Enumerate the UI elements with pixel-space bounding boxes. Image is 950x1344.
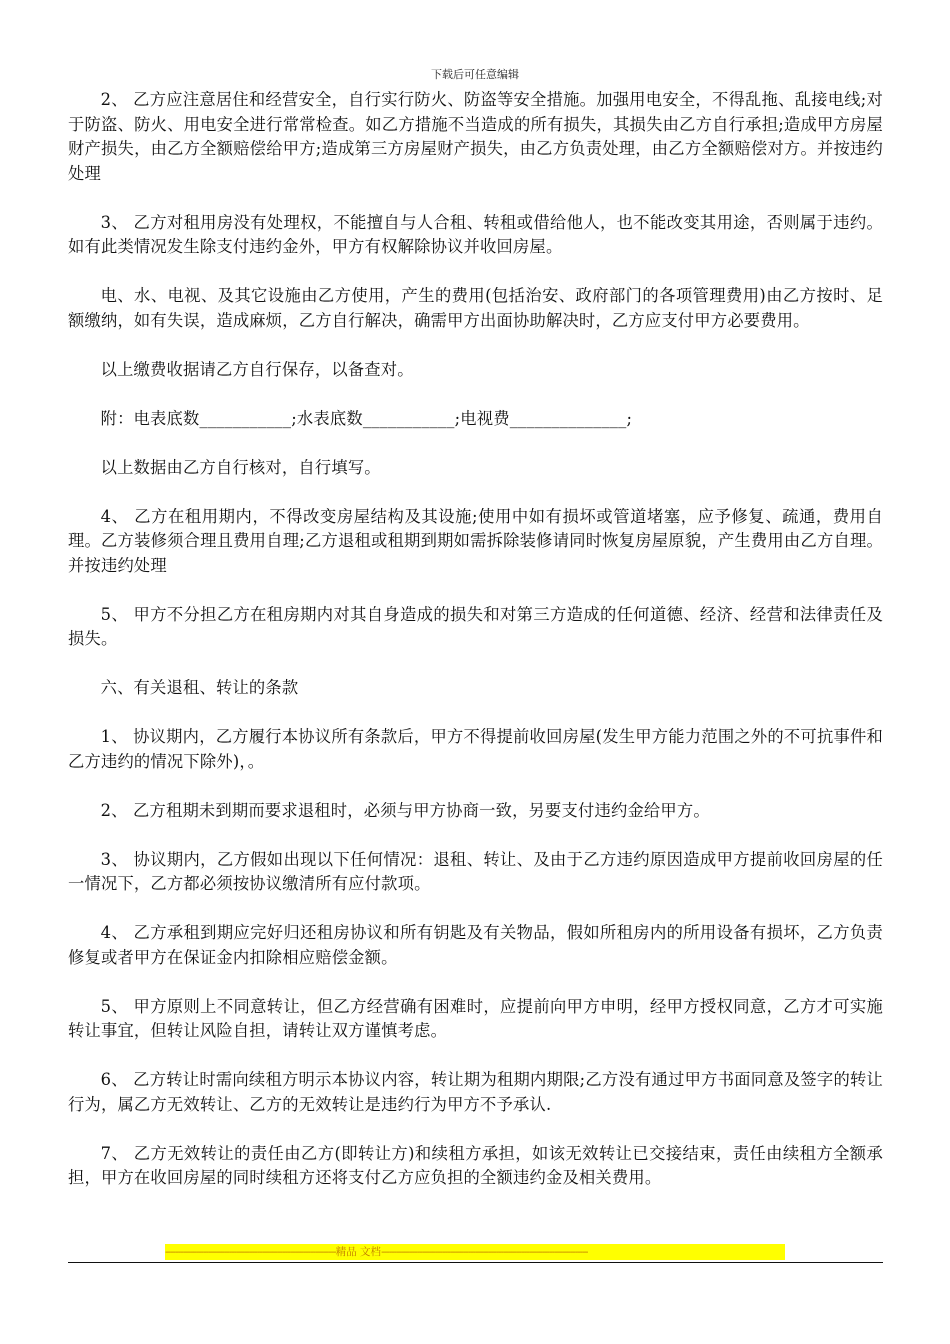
- section-6-heading: 六、有关退租、转让的条款: [100, 678, 299, 697]
- self-verify-paragraph: 以上数据由乙方自行核对，自行填写。: [100, 457, 381, 477]
- footer-label: 精品 文档: [335, 1246, 382, 1258]
- document-body: [68, 88, 883, 1215]
- clause-4-structure: 4、 乙方在租用期内，不得改变房屋结构及其设施;使用中如有损坏或管道堵塞，应予修复、疏通，费用自理。乙方装修须合理且费用自理;乙方退租或租期到期如需拆除装修请同时恢复房屋原貌，产生费用由乙方自理。并按违约处理: [68, 506, 883, 575]
- section-6-clause-1: 1、 协议期内，乙方履行本协议所有条款后，甲方不得提前收回房屋(发生甲方能力范围之外的不可抗事件和乙方违约的情况下除外)，。: [68, 727, 883, 771]
- footer-left-dashes: -------------------------------------------------------------------: [165, 1246, 336, 1258]
- section-6-clause-7: 7、 乙方无效转让的责任由乙方(即转让方)和续租方承担，如该无效转让已交接结束，责任由续租方全额承担，甲方在收回房屋的同时续租方还将支付乙方应负担的全额违约金及相关费用。: [68, 1143, 883, 1187]
- section-6-clause-2: 2、 乙方租期未到期而要求退租时，必须与甲方协商一致，另要支付违约金给甲方。: [100, 800, 710, 820]
- receipts-paragraph: 以上缴费收据请乙方自行保存，以备查对。: [100, 359, 414, 379]
- meter-readings-line: 附：电表底数___________;水表底数___________;电视费______________;: [100, 408, 633, 428]
- section-6-clause-4: 4、 乙方承租到期应完好归还租房协议和所有钥匙及有关物品，假如所租房内的所用设备有损坏，乙方负责修复或者甲方在保证金内扣除相应赔偿金额。: [68, 923, 883, 967]
- footer-banner: [165, 1244, 785, 1260]
- footer-rule: [68, 1262, 883, 1263]
- footer-right-dashes: ---------------------------------------------------------------------------------: [381, 1246, 588, 1258]
- clause-2-safety: 2、 乙方应注意居住和经营安全，自行实行防火、防盗等安全措施。加强用电安全，不得乱拖、乱接电线;对于防盗、防火、用电安全进行常常检查。如乙方措施不当造成的所有损失，其损失由乙方自行承担;造成甲方房屋财产损失，由乙方全额赔偿给甲方;造成第三方房屋财产损失，由乙方负责处理，由乙方全额赔偿对方。并按违约处理: [68, 90, 883, 183]
- section-6-clause-3: 3、 协议期内，乙方假如出现以下任何情况：退租、转让、及由于乙方违约原因造成甲方提前收回房屋的任一情况下，乙方都必须按协议缴清所有应付款项。: [68, 849, 883, 893]
- header-note: 下载后可任意编辑: [431, 68, 519, 81]
- utilities-paragraph: 电、水、电视、及其它设施由乙方使用，产生的费用(包括治安、政府部门的各项管理费用)由乙方按时、足额缴纳，如有失误，造成麻烦，乙方自行解决，确需甲方出面协助解决时，乙方应支付甲方必要费用。: [68, 286, 883, 330]
- clause-5-liability: 5、 甲方不分担乙方在租房期内对其自身造成的损失和对第三方造成的任何道德、经济、经营和法律责任及损失。: [68, 604, 883, 648]
- section-6-clause-5: 5、 甲方原则上不同意转让，但乙方经营确有困难时，应提前向甲方申明，经甲方授权同意，乙方才可实施转让事宜，但转让风险自担，请转让双方谨慎考虑。: [68, 996, 883, 1040]
- section-6-clause-6: 6、 乙方转让时需向续租方明示本协议内容，转让期为租期内期限;乙方没有通过甲方书面同意及签字的转让行为，属乙方无效转让、乙方的无效转让是违约行为甲方不予承认.: [68, 1070, 883, 1114]
- clause-3-no-sublet: 3、 乙方对租用房没有处理权，不能擅自与人合租、转租或借给他人，也不能改变其用途，否则属于违约。如有此类情况发生除支付违约金外，甲方有权解除协议并收回房屋。: [68, 212, 883, 256]
